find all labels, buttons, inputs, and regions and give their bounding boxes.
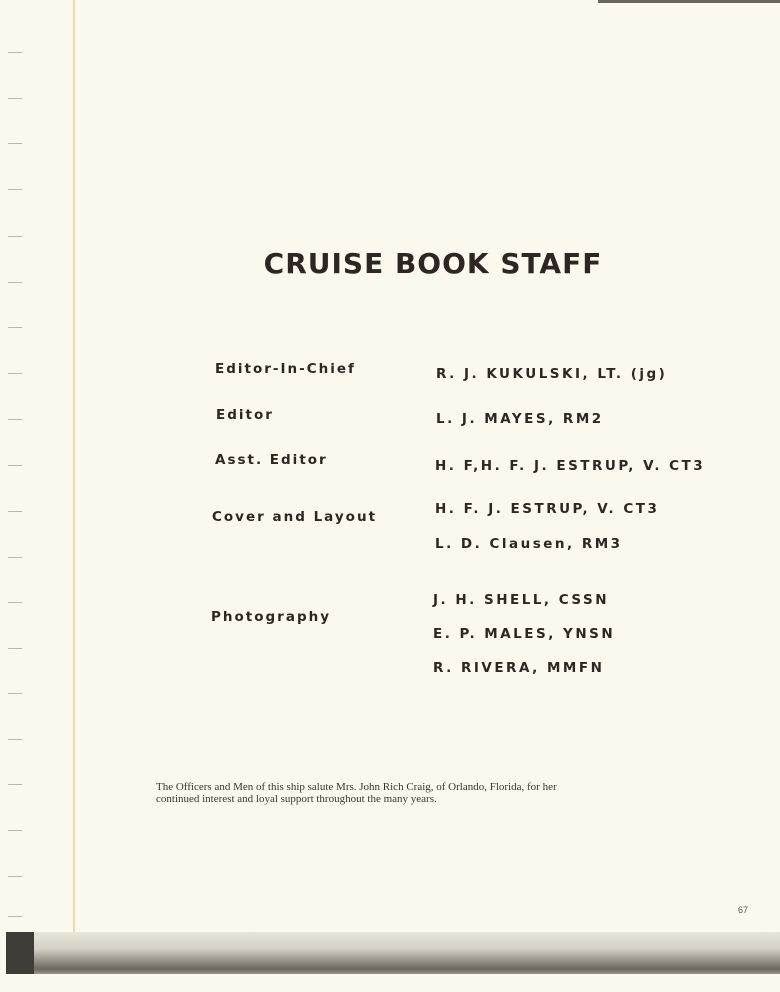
- tribute-note: [156, 781, 656, 805]
- role-editor-in-chief: Editor-In-Chief: [215, 361, 356, 377]
- binding-hole: [8, 282, 22, 283]
- role-cover-and-layout: Cover and Layout: [212, 509, 378, 525]
- staff-name: L. D. Clausen, RM3: [435, 536, 623, 552]
- staff-name: R. J. KUKULSKI, LT. (jg): [436, 366, 668, 382]
- role-photography: Photography: [211, 609, 332, 625]
- binding-hole: [8, 602, 22, 603]
- binding-hole: [8, 236, 22, 237]
- binding-hole: [8, 739, 22, 740]
- binding-hole: [8, 98, 22, 99]
- page-title: CRUISE BOOK STAFF: [263, 247, 603, 280]
- binding-hole: [8, 52, 22, 53]
- top-rule: [598, 0, 780, 3]
- binding-hole: [8, 557, 22, 558]
- staff-name: H. F. J. ESTRUP, V. CT3: [435, 501, 660, 517]
- scan-band-edge: [6, 932, 34, 974]
- binding-hole: [8, 465, 22, 466]
- staff-name: E. P. MALES, YNSN: [433, 626, 616, 642]
- scan-bottom-band: [6, 932, 780, 974]
- binding-hole: [8, 511, 22, 512]
- binding-hole: [8, 189, 22, 190]
- staff-name: L. J. MAYES, RM2: [436, 411, 604, 427]
- binding-hole: [8, 693, 22, 694]
- binding-margin-line: [73, 0, 75, 932]
- binding-hole: [8, 784, 22, 785]
- tribute-line: The Officers and Men of this ship salute Mrs. John Rich Craig, of Orlando, Florida, for her: [156, 781, 557, 793]
- binding-hole: [8, 830, 22, 831]
- staff-name: J. H. SHELL, CSSN: [433, 592, 610, 608]
- staff-name: R. RIVERA, MMFN: [433, 660, 605, 676]
- binding-hole: [8, 876, 22, 877]
- role-asst-editor: Asst. Editor: [215, 452, 328, 468]
- tribute-line: continued interest and loyal support throughout the many years.: [156, 793, 437, 805]
- page-number: 67: [738, 905, 749, 915]
- binding-hole: [8, 916, 22, 917]
- binding-hole: [8, 419, 22, 420]
- binding-hole: [8, 143, 22, 144]
- binding-hole: [8, 373, 22, 374]
- binding-hole: [8, 648, 22, 649]
- role-editor: Editor: [216, 407, 274, 423]
- staff-name: H. F,H. F. J. ESTRUP, V. CT3: [435, 458, 706, 474]
- binding-hole: [8, 327, 22, 328]
